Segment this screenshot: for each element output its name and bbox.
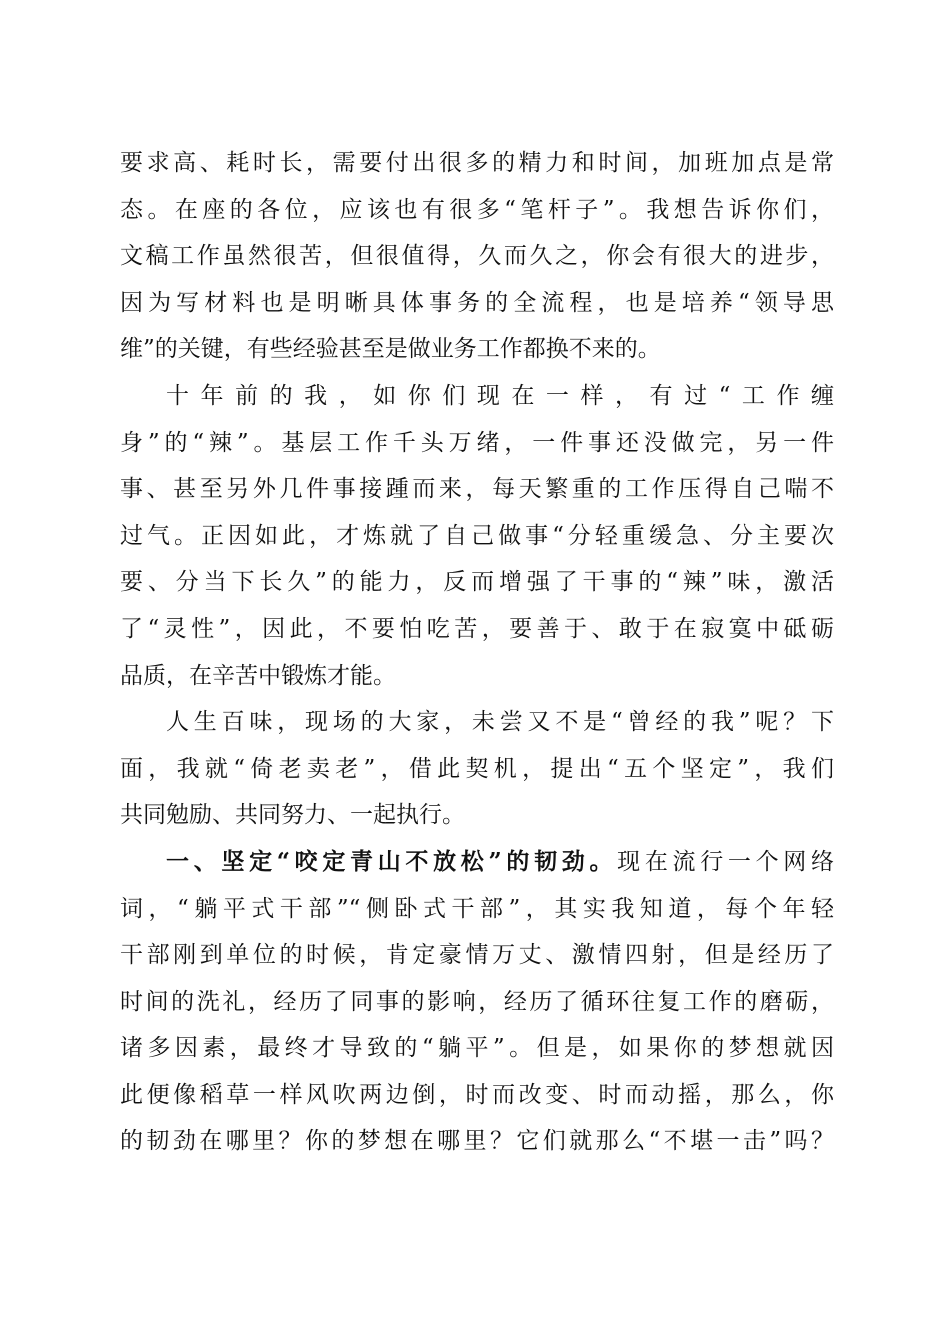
text-line: 十年前的我，如你们现在一样，有过“工作缠 (166, 382, 834, 409)
text-line: 事、甚至另外几件事接踵而来，每天繁重的工作压得自己喘不 (120, 476, 834, 503)
text-line: 词，“躺平式干部”“侧卧式干部”，其实我知道，每个年轻 (120, 895, 834, 922)
text-line: 因为写材料也是明晰具体事务的全流程，也是培养“领导思 (120, 289, 834, 316)
paragraph-4 (120, 839, 834, 1165)
text-line: 面，我就“倚老卖老”，借此契机，提出“五个坚定”，我们 (120, 755, 834, 782)
paragraph-2 (120, 373, 834, 699)
document-body (120, 140, 834, 1165)
text-line: 要、分当下长久”的能力，反而增强了干事的“辣”味，激活 (120, 569, 834, 596)
text-line: 过气。正因如此，才炼就了自己做事“分轻重缓急、分主要次 (120, 522, 834, 549)
section-heading: 一、坚定“咬定青山不放松”的韧劲。 (166, 847, 618, 875)
text-line: 诸多因素，最终才导致的“躺平”。但是，如果你的梦想就因 (120, 1035, 834, 1062)
text-line (120, 839, 834, 886)
text-line: 身”的“辣”。基层工作千头万绪，一件事还没做完，另一件 (120, 429, 834, 456)
text-line: 维”的关键，有些经验甚至是做业务工作都换不来的。 (120, 336, 661, 363)
text-line: 文稿工作虽然很苦，但很值得，久而久之，你会有很大的进步， (120, 243, 834, 270)
text-line: 时间的洗礼，经历了同事的影响，经历了循环往复工作的磨砺， (120, 988, 834, 1015)
text-line: 共同勉励、共同努力、一起执行。 (120, 802, 465, 829)
paragraph-3 (120, 699, 834, 839)
text-line: 态。在座的各位，应该也有很多“笔杆子”。我想告诉你们， (120, 196, 834, 223)
text-line: 品质，在辛苦中锻炼才能。 (120, 662, 396, 689)
text-line: 要求高、耗时长，需要付出很多的精力和时间，加班加点是常 (120, 150, 834, 176)
heading-line-rest: 现在流行一个网络 (617, 848, 834, 875)
text-line: 干部刚到单位的时候，肯定豪情万丈、激情四射，但是经历了 (120, 942, 834, 969)
text-line: 了“灵性”，因此，不要怕吃苦，要善于、敢于在寂寞中砥砺 (120, 615, 834, 642)
text-line: 此便像稻草一样风吹两边倒，时而改变、时而动摇，那么，你 (120, 1081, 834, 1108)
text-line: 人生百味，现场的大家，未尝又不是“曾经的我”呢？下 (166, 709, 834, 736)
paragraph-1 (120, 140, 834, 373)
text-line: 的韧劲在哪里？你的梦想在哪里？它们就那么“不堪一击”吗？ (120, 1128, 834, 1155)
